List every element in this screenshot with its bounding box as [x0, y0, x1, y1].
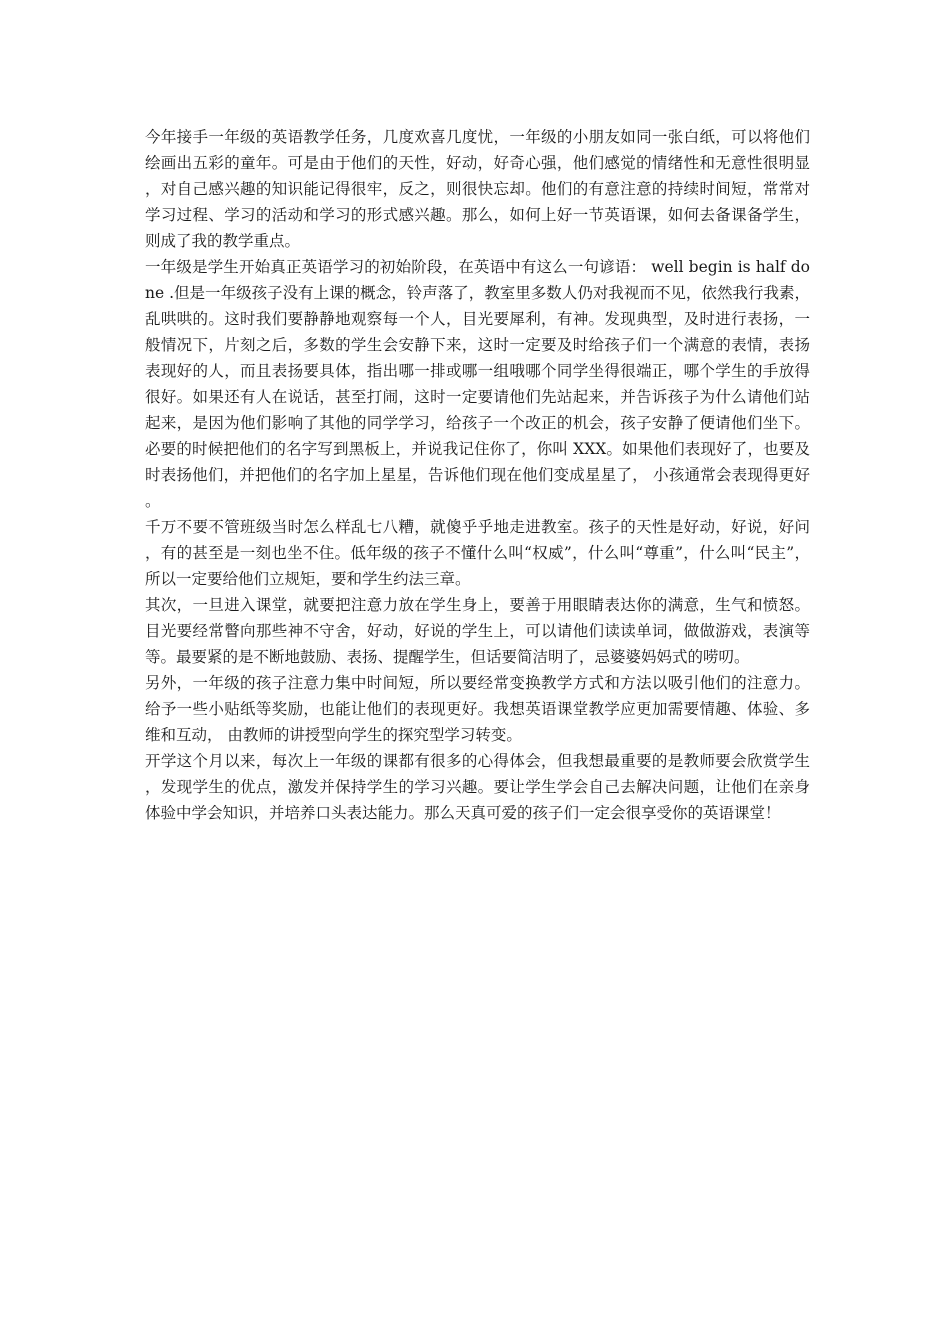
- paragraph-2: 一年级是学生开始真正英语学习的初始阶段，在英语中有这么一句谚语： well begin is half done .但是一年级孩子没有上课的概念，铃声落了，教室里多数人仍对我视而不见，依然我行我素，乱哄哄的。这时我们要静静地观察每一个人，目光要犀利，有神。发现典型，及时进行表扬，一般情况下，片刻之后，多数的学生会安静下来，这时一定要及时给孩子们一个满意的表情，表扬表现好的人，而且表扬要具体，指出哪一排或哪一组哦哪个同学坐得很端正，哪个学生的手放得很好。如果还有人在说话，甚至打闹，这时一定要请他们先站起来，并告诉孩子为什么请他们站起来，是因为他们影响了其他的同学学习，给孩子一个改正的机会，孩子安静了便请他们坐下。必要的时候把他们的名字写到黑板上，并说我记住你了，你叫 XXX。如果他们表现好了，也要及时表扬他们，并把他们的名字加上星星，告诉他们现在他们变成星星了， 小孩通常会表现得更好。: [145, 258, 810, 510]
- paragraph-1: 今年接手一年级的英语教学任务，几度欢喜几度忧，一年级的小朋友如同一张白纸，可以将他们绘画出五彩的童年。可是由于他们的天性，好动，好奇心强，他们感觉的情绪性和无意性很明显，对自己感兴趣的知识能记得很牢，反之，则很快忘却。他们的有意注意的持续时间短，常常对学习过程、学习的活动和学习的形式感兴趣。那么，如何上好一节英语课，如何去备课备学生，则成了我的教学重点。: [145, 128, 810, 250]
- paragraph-3: 千万不要不管班级当时怎么样乱七八糟，就傻乎乎地走进教室。孩子的天性是好动，好说，好问，有的甚至是一刻也坐不住。低年级的孩子不懂什么叫“权威”，什么叫“尊重”，什么叫“民主”， 所以一定要给他们立规矩，要和学生约法三章。: [145, 518, 810, 588]
- paragraph-4: 其次，一旦进入课堂，就要把注意力放在学生身上，要善于用眼睛表达你的满意，生气和愤怒。目光要经常瞥向那些神不守舍，好动，好说的学生上，可以请他们读读单词，做做游戏，表演等等。最要紧的是不断地鼓励、表扬、提醒学生，但话要简洁明了，忌婆婆妈妈式的唠叨。: [145, 596, 810, 666]
- paragraph-5: 另外，一年级的孩子注意力集中时间短，所以要经常变换教学方式和方法以吸引他们的注意力。给予一些小贴纸等奖励，也能让他们的表现更好。我想英语课堂教学应更加需要情趣、体验、多维和互动， 由教师的讲授型向学生的探究型学习转变。: [145, 674, 810, 744]
- paragraph-6: 开学这个月以来，每次上一年级的课都有很多的心得体会，但我想最重要的是教师要会欣赏学生，发现学生的优点，激发并保持学生的学习兴趣。要让学生学会自己去解决问题，让他们在亲身体验中学会知识，并培养口头表达能力。那么天真可爱的孩子们一定会很享受你的英语课堂！: [145, 752, 810, 822]
- document-body: [145, 124, 810, 826]
